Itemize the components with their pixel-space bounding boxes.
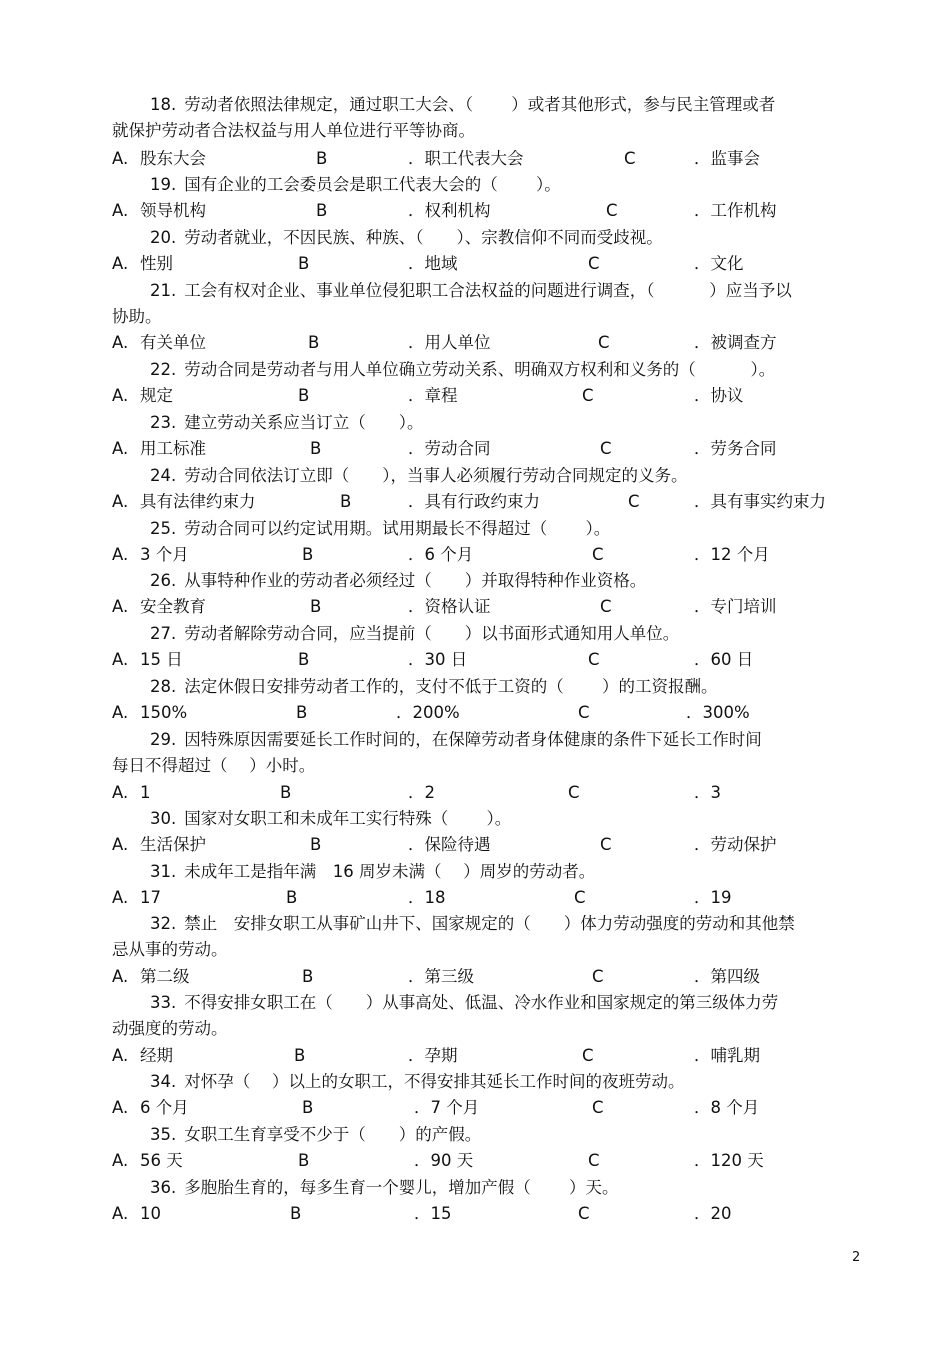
question-text: 工会有权对企业、事业单位侵犯职工合法权益的问题进行调查，（ ）应当予以: [184, 281, 792, 300]
option-c-label: C: [588, 1151, 600, 1170]
option-a: 用工标准: [140, 439, 206, 458]
option-c: ．协议: [694, 386, 744, 405]
question-20-options: [112, 251, 872, 277]
question-25: [150, 516, 610, 542]
option-b: ．用人单位: [408, 333, 491, 352]
option-a: 3 个月: [140, 545, 189, 564]
question-30: [150, 806, 511, 832]
option-a-label: A.: [112, 650, 129, 669]
option-b-label: B: [310, 439, 322, 458]
question-29-line-1: [150, 727, 762, 753]
option-c: ．60 日: [694, 650, 754, 669]
option-a: 具有法律约束力: [140, 492, 256, 511]
question-35-options: [112, 1148, 872, 1174]
question-text: 禁止 安排女职工从事矿山井下、国家规定的（ ）体力劳动强度的劳动和其他禁: [184, 914, 795, 933]
option-c: ．哺乳期: [694, 1046, 760, 1065]
question-number: 25.: [150, 519, 177, 538]
question-25-options: [112, 542, 872, 568]
question-text: 劳动者就业，不因民族、种族、（ ）、宗教信仰不同而受歧视。: [184, 228, 663, 247]
option-a-label: A.: [112, 703, 129, 722]
option-b: ．2: [408, 783, 435, 802]
question-text: 对怀孕（ ）以上的女职工，不得安排其延长工作时间的夜班劳动。: [184, 1072, 685, 1091]
option-b: ．权利机构: [408, 201, 491, 220]
option-a: 安全教育: [140, 597, 206, 616]
question-number: 31.: [150, 862, 177, 881]
option-c-label: C: [600, 835, 612, 854]
option-c: ．监事会: [694, 149, 760, 168]
option-a-label: A.: [112, 1204, 129, 1223]
option-a-label: A.: [112, 1046, 129, 1065]
question-20: [150, 225, 663, 251]
option-a: 10: [140, 1204, 161, 1223]
option-b-label: B: [294, 1046, 306, 1065]
option-a-label: A.: [112, 439, 129, 458]
question-22-options: [112, 383, 872, 409]
option-b-label: B: [310, 597, 322, 616]
question-text: 劳动者依照法律规定，通过职工大会、（ ）或者其他形式，参与民主管理或者: [184, 95, 776, 114]
question-number: 36.: [150, 1178, 177, 1197]
question-19: [150, 172, 561, 198]
option-b: ．18: [408, 888, 446, 907]
option-a: 经期: [140, 1046, 173, 1065]
option-c: ．具有事实约束力: [694, 492, 826, 511]
question-number: 30.: [150, 809, 177, 828]
option-b: ．章程: [408, 386, 458, 405]
question-28: [150, 674, 718, 700]
option-a: 6 个月: [140, 1098, 189, 1117]
option-c-label: C: [606, 201, 618, 220]
question-number: 29.: [150, 730, 177, 749]
question-number: 21.: [150, 281, 177, 300]
question-27: [150, 621, 679, 647]
option-a: 第二级: [140, 967, 190, 986]
option-a: 规定: [140, 386, 173, 405]
option-c: ．第四级: [694, 967, 760, 986]
option-c-label: C: [600, 439, 612, 458]
option-c-label: C: [592, 1098, 604, 1117]
option-b-label: B: [302, 545, 314, 564]
option-c: ．文化: [694, 254, 744, 273]
question-24-options: [112, 489, 872, 515]
option-a: 性别: [140, 254, 173, 273]
option-b: ．200%: [396, 703, 460, 722]
option-b-label: B: [340, 492, 352, 511]
question-21-line-2: 协助。: [112, 307, 162, 326]
option-c-label: C: [592, 967, 604, 986]
option-a: 1: [140, 783, 151, 802]
option-c: ．120 天: [694, 1151, 764, 1170]
option-b-label: B: [298, 1151, 310, 1170]
option-a: 领导机构: [140, 201, 206, 220]
question-number: 23.: [150, 413, 177, 432]
question-33-line-2: 动强度的劳动。: [112, 1019, 228, 1038]
option-b-label: B: [298, 254, 310, 273]
question-28-options: [112, 700, 872, 726]
option-a: 生活保护: [140, 835, 206, 854]
question-29-line-2: 每日不得超过（ ）小时。: [112, 756, 316, 775]
question-number: 19.: [150, 175, 177, 194]
option-b-label: B: [298, 650, 310, 669]
option-c-label: C: [574, 888, 586, 907]
option-b: ．劳动合同: [408, 439, 491, 458]
option-c: ．300%: [686, 703, 750, 722]
question-text: 劳动者解除劳动合同，应当提前（ ）以书面形式通知用人单位。: [184, 624, 680, 643]
option-b: ．90 天: [414, 1151, 474, 1170]
question-33-line-1: [150, 990, 778, 1016]
option-c-label: C: [624, 149, 636, 168]
question-text: 国有企业的工会委员会是职工代表大会的（ ）。: [184, 175, 561, 194]
question-text: 多胞胎生育的，每多生育一个婴儿，增加产假（ ）天。: [184, 1178, 619, 1197]
option-c-label: C: [568, 783, 580, 802]
question-22: [150, 357, 775, 383]
option-c: ．劳务合同: [694, 439, 777, 458]
question-32-line-1: [150, 911, 795, 937]
question-number: 33.: [150, 993, 177, 1012]
question-21-options: [112, 330, 872, 356]
question-number: 35.: [150, 1125, 177, 1144]
question-26-options: [112, 594, 872, 620]
question-text: 建立劳动关系应当订立（ ）。: [184, 413, 424, 432]
option-c-label: C: [598, 333, 610, 352]
option-b-label: B: [308, 333, 320, 352]
option-b: ．7 个月: [414, 1098, 480, 1117]
question-34-options: [112, 1095, 872, 1121]
question-24: [150, 463, 688, 489]
option-a-label: A.: [112, 545, 129, 564]
option-a-label: A.: [112, 888, 129, 907]
question-36: [150, 1175, 619, 1201]
option-a-label: A.: [112, 967, 129, 986]
option-c-label: C: [588, 650, 600, 669]
option-a-label: A.: [112, 492, 129, 511]
question-text: 不得安排女职工在（ ）从事高处、低温、冷水作业和国家规定的第三级体力劳: [184, 993, 779, 1012]
question-18-line-2: 就保护劳动者合法权益与用人单位进行平等协商。: [112, 121, 475, 140]
option-b-label: B: [302, 967, 314, 986]
option-c-label: C: [588, 254, 600, 273]
option-c-label: C: [578, 1204, 590, 1223]
question-18-options: [112, 146, 872, 172]
question-34: [150, 1069, 685, 1095]
question-36-options: [112, 1201, 872, 1227]
question-number: 28.: [150, 677, 177, 696]
question-30-options: [112, 832, 872, 858]
option-b: ．第三级: [408, 967, 474, 986]
option-b: ．地域: [408, 254, 458, 273]
option-a: 有关单位: [140, 333, 206, 352]
question-18-line-1: [150, 92, 775, 118]
question-text: 法定休假日安排劳动者工作的，支付不低于工资的（ ）的工资报酬。: [184, 677, 718, 696]
option-c: ．工作机构: [694, 201, 777, 220]
question-32-line-2: 忌从事的劳动。: [112, 940, 228, 959]
option-a-label: A.: [112, 333, 129, 352]
option-c: ．专门培训: [694, 597, 777, 616]
question-19-options: [112, 198, 872, 224]
question-text: 劳动合同是劳动者与用人单位确立劳动关系、明确双方权利和义务的（ ）。: [184, 360, 776, 379]
option-b-label: B: [286, 888, 298, 907]
option-b-label: B: [290, 1204, 302, 1223]
option-a: 17: [140, 888, 161, 907]
option-b: ．职工代表大会: [408, 149, 524, 168]
question-29-options: [112, 780, 872, 806]
option-a: 56 天: [140, 1151, 183, 1170]
option-a-label: A.: [112, 597, 129, 616]
question-number: 34.: [150, 1072, 177, 1091]
option-c: ．20: [694, 1204, 732, 1223]
option-b: ．15: [414, 1204, 452, 1223]
option-b-label: B: [296, 703, 308, 722]
question-23: [150, 410, 424, 436]
question-32-options: [112, 964, 872, 990]
question-text: 因特殊原因需要延长工作时间的，在保障劳动者身体健康的条件下延长工作时间: [184, 730, 762, 749]
option-a-label: A.: [112, 386, 129, 405]
option-b: ．具有行政约束力: [408, 492, 540, 511]
question-number: 22.: [150, 360, 177, 379]
option-a-label: A.: [112, 254, 129, 273]
question-number: 24.: [150, 466, 177, 485]
option-c-label: C: [578, 703, 590, 722]
question-27-options: [112, 647, 872, 673]
option-c-label: C: [582, 386, 594, 405]
option-a-label: A.: [112, 1098, 129, 1117]
option-b-label: B: [310, 835, 322, 854]
question-31: [150, 859, 595, 885]
option-a-label: A.: [112, 149, 129, 168]
question-text: 女职工生育享受不少于（ ）的产假。: [184, 1125, 482, 1144]
option-b-label: B: [302, 1098, 314, 1117]
option-b-label: B: [280, 783, 292, 802]
option-c-label: C: [628, 492, 640, 511]
option-a-label: A.: [112, 201, 129, 220]
question-number: 20.: [150, 228, 177, 247]
question-33-options: [112, 1043, 872, 1069]
option-c: ．12 个月: [694, 545, 770, 564]
question-number: 26.: [150, 571, 177, 590]
question-23-options: [112, 436, 872, 462]
page-number: 2: [852, 1250, 861, 1265]
option-c: ．3: [694, 783, 721, 802]
option-a-label: A.: [112, 835, 129, 854]
question-number: 18.: [150, 95, 177, 114]
question-number: 32.: [150, 914, 177, 933]
question-26: [150, 568, 646, 594]
question-text: 国家对女职工和未成年工实行特殊（ ）。: [184, 809, 512, 828]
option-a-label: A.: [112, 783, 129, 802]
option-c-label: C: [600, 597, 612, 616]
option-b: ．6 个月: [408, 545, 474, 564]
question-text: 从事特种作业的劳动者必须经过（ ）并取得特种作业资格。: [184, 571, 647, 590]
option-b-label: B: [316, 149, 328, 168]
option-b-label: B: [298, 386, 310, 405]
option-c: ．19: [694, 888, 732, 907]
option-a: 股东大会: [140, 149, 206, 168]
option-a: 150%: [140, 703, 188, 722]
option-b: ．资格认证: [408, 597, 491, 616]
option-c-label: C: [592, 545, 604, 564]
question-31-options: [112, 885, 872, 911]
option-c-label: C: [582, 1046, 594, 1065]
option-b: ．孕期: [408, 1046, 458, 1065]
option-c: ．劳动保护: [694, 835, 777, 854]
question-text: 劳动合同依法订立即（ ），当事人必须履行劳动合同规定的义务。: [184, 466, 688, 485]
question-number: 27.: [150, 624, 177, 643]
option-b-label: B: [316, 201, 328, 220]
option-b: ．保险待遇: [408, 835, 491, 854]
option-c: ．被调查方: [694, 333, 777, 352]
option-a: 15 日: [140, 650, 183, 669]
question-text: 未成年工是指年满 16 周岁未满（ ）周岁的劳动者。: [184, 862, 596, 881]
option-c: ．8 个月: [694, 1098, 760, 1117]
question-text: 劳动合同可以约定试用期。试用期最长不得超过（ ）。: [184, 519, 611, 538]
question-21-line-1: [150, 278, 792, 304]
question-35: [150, 1122, 481, 1148]
option-a-label: A.: [112, 1151, 129, 1170]
option-b: ．30 日: [408, 650, 468, 669]
